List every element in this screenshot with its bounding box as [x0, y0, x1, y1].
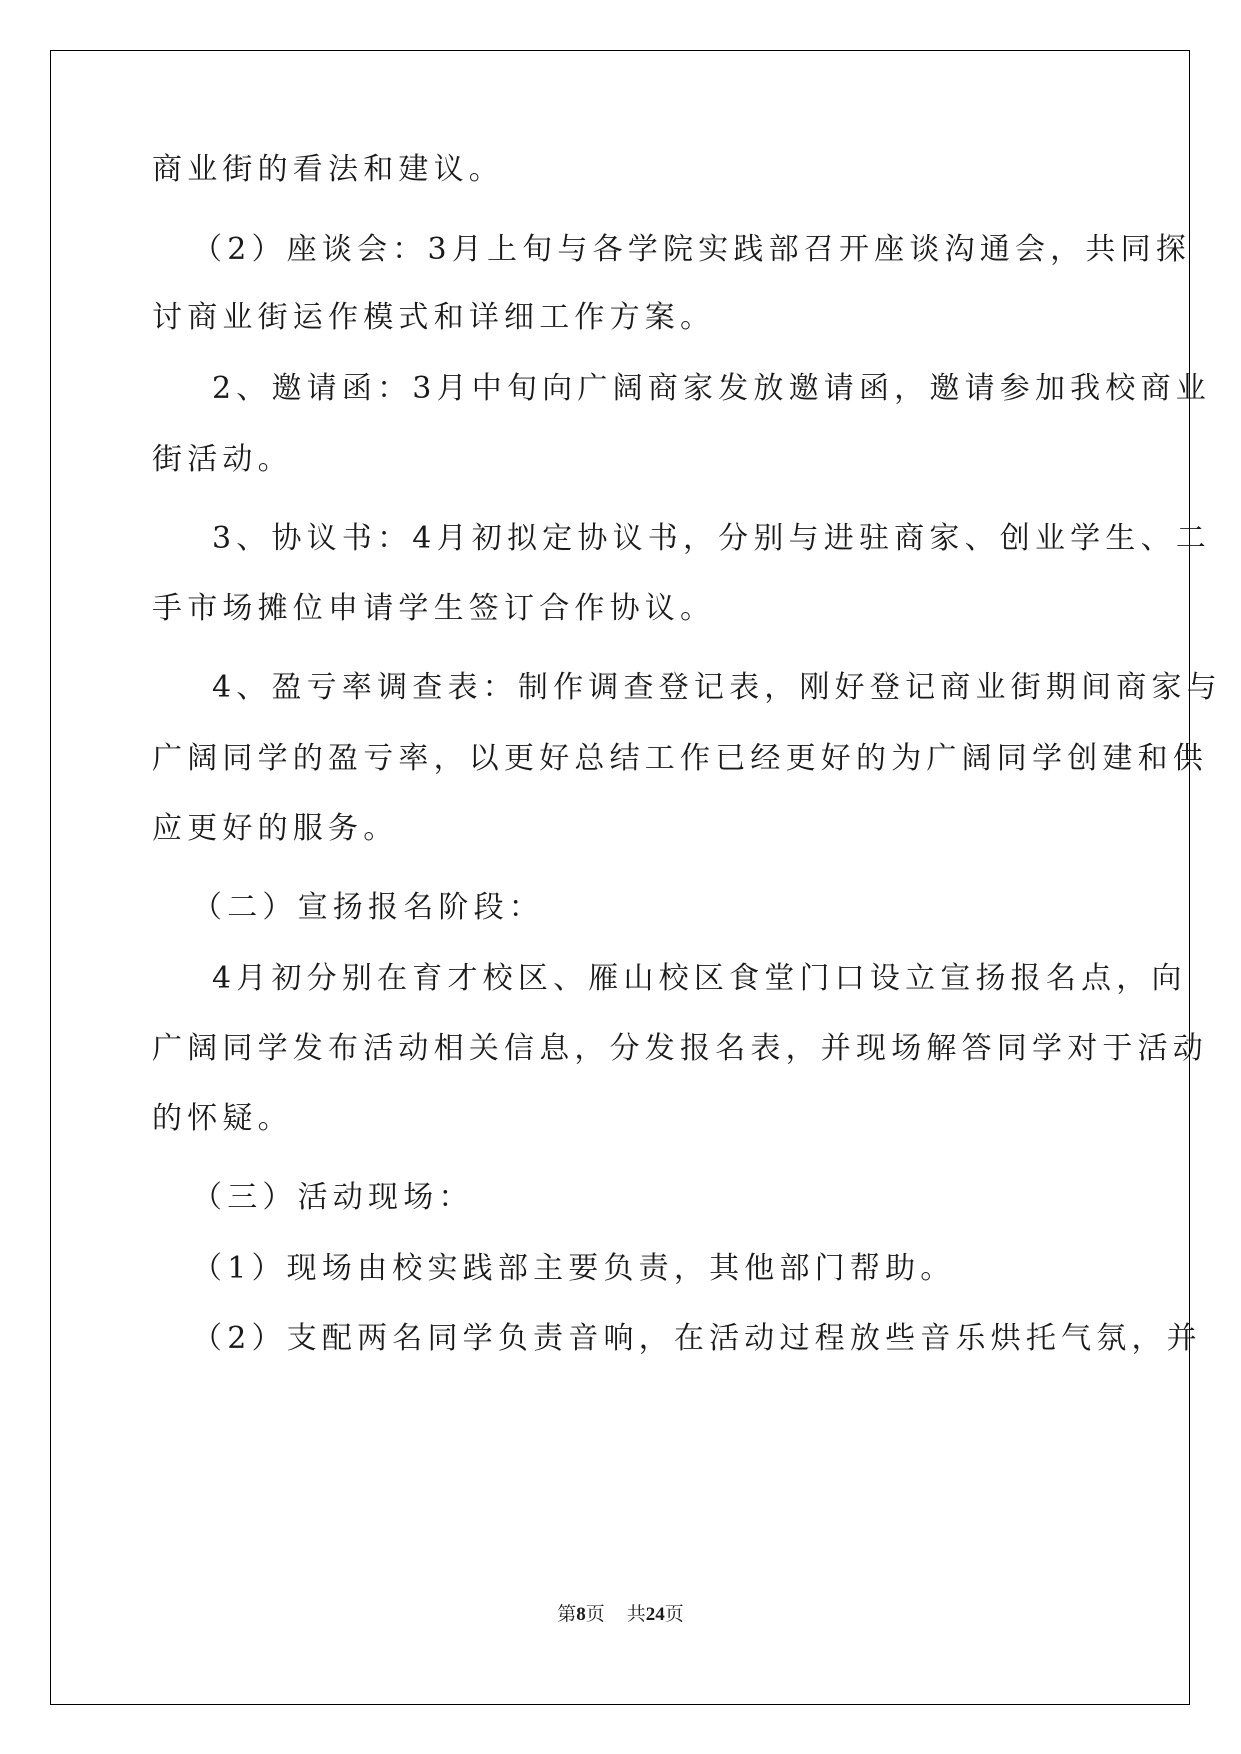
- body-text-line: （2）支配两名同学负责音响，在活动过程放些音乐烘托气氛，并: [192, 1321, 1202, 1356]
- page-footer: [0, 1603, 1241, 1627]
- page-suffix: 页: [585, 1604, 605, 1625]
- body-text-line: 2、邀请函：3月中旬向广阔商家发放邀请函，邀请参加我校商业: [212, 371, 1211, 406]
- body-text-line: 3、协议书：4月初拟定协议书，分别与进驻商家、创业学生、二: [212, 521, 1211, 556]
- body-text-line: （1）现场由校实践部主要负责，其他部门帮助。: [192, 1251, 956, 1286]
- section-heading: （三）活动现场：: [192, 1180, 474, 1215]
- section-heading: （二）宣扬报名阶段：: [192, 890, 544, 925]
- body-text-line: （2）座谈会：3月上旬与各学院实践部召开座谈沟通会，共同探: [192, 232, 1191, 267]
- body-text-line: 的怀疑。: [152, 1101, 293, 1136]
- body-text-line: 4、盈亏率调查表：制作调查登记表，刚好登记商业街期间商家与: [212, 670, 1222, 705]
- total-pages: 24: [645, 1604, 665, 1625]
- body-text-line: 广阔同学的盈亏率，以更好总结工作已经更好的为广阔同学创建和供: [152, 741, 1208, 776]
- body-text-line: 讨商业街运作模式和详细工作方案。: [152, 300, 716, 335]
- page-prefix: 第: [557, 1604, 577, 1625]
- body-text-line: 街活动。: [152, 442, 293, 477]
- body-text-line: 应更好的服务。: [152, 811, 399, 846]
- total-suffix: 页: [664, 1604, 684, 1625]
- page-number: 8: [576, 1604, 586, 1625]
- body-text-line: 商业街的看法和建议。: [152, 152, 504, 187]
- body-text-line: 广阔同学发布活动相关信息，分发报名表，并现场解答同学对于活动: [152, 1031, 1208, 1066]
- body-text-line: 4月初分别在育才校区、雁山校区食堂门口设立宣扬报名点，向: [212, 961, 1187, 996]
- total-prefix: 共: [626, 1604, 646, 1625]
- body-text-line: 手市场摊位申请学生签订合作协议。: [152, 591, 716, 626]
